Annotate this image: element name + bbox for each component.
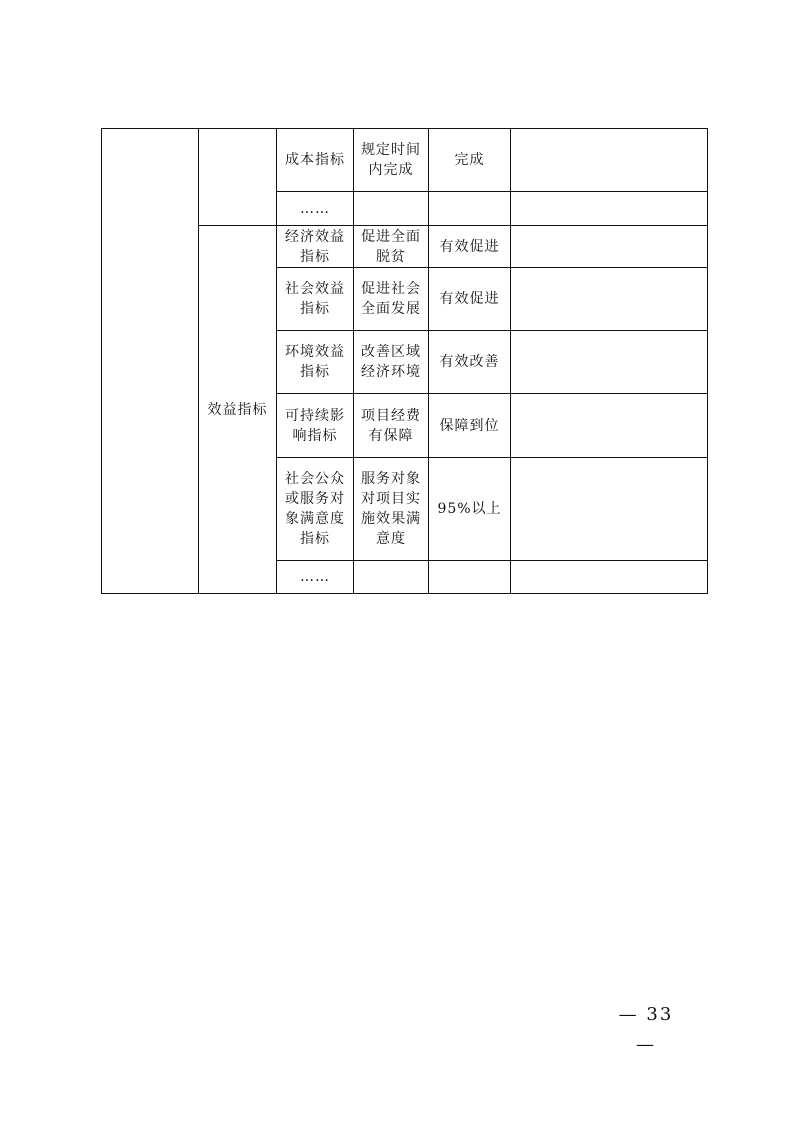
blank-value-cell <box>511 129 708 192</box>
target-cell <box>429 561 511 594</box>
indicator-cell: 可持续影响指标 <box>277 394 354 458</box>
content-cell <box>354 192 429 226</box>
target-cell: 95%以上 <box>429 458 511 561</box>
content-cell <box>354 561 429 594</box>
target-cell <box>429 192 511 226</box>
indicator-cell: …… <box>277 561 354 594</box>
blank-value-cell <box>511 226 708 268</box>
blank-first-column-cell <box>102 129 199 594</box>
target-cell: 保障到位 <box>429 394 511 458</box>
table-row <box>102 129 708 192</box>
content-cell: 项目经费有保障 <box>354 394 429 458</box>
content-cell: 促进全面脱贫 <box>354 226 429 268</box>
content-cell: 促进社会全面发展 <box>354 268 429 331</box>
performance-indicator-table <box>101 128 708 594</box>
blank-value-cell <box>511 561 708 594</box>
indicator-cell: …… <box>277 192 354 226</box>
target-cell: 完成 <box>429 129 511 192</box>
indicator-cell: 社会效益指标 <box>277 268 354 331</box>
indicator-cell: 环境效益指标 <box>277 331 354 394</box>
blank-value-cell <box>511 192 708 226</box>
blank-value-cell <box>511 268 708 331</box>
blank-category-cell <box>199 129 277 226</box>
content-cell: 服务对象对项目实施效果满意度 <box>354 458 429 561</box>
target-cell: 有效改善 <box>429 331 511 394</box>
target-cell: 有效促进 <box>429 268 511 331</box>
page-number: — 33 — <box>618 1004 674 1055</box>
indicator-cell: 成本指标 <box>277 129 354 192</box>
blank-value-cell <box>511 458 708 561</box>
benefit-category-cell: 效益指标 <box>199 226 277 594</box>
target-cell: 有效促进 <box>429 226 511 268</box>
blank-value-cell <box>511 394 708 458</box>
content-cell: 规定时间内完成 <box>354 129 429 192</box>
indicator-cell: 社会公众或服务对象满意度指标 <box>277 458 354 561</box>
indicator-cell: 经济效益指标 <box>277 226 354 268</box>
blank-value-cell <box>511 331 708 394</box>
content-cell: 改善区域经济环境 <box>354 331 429 394</box>
